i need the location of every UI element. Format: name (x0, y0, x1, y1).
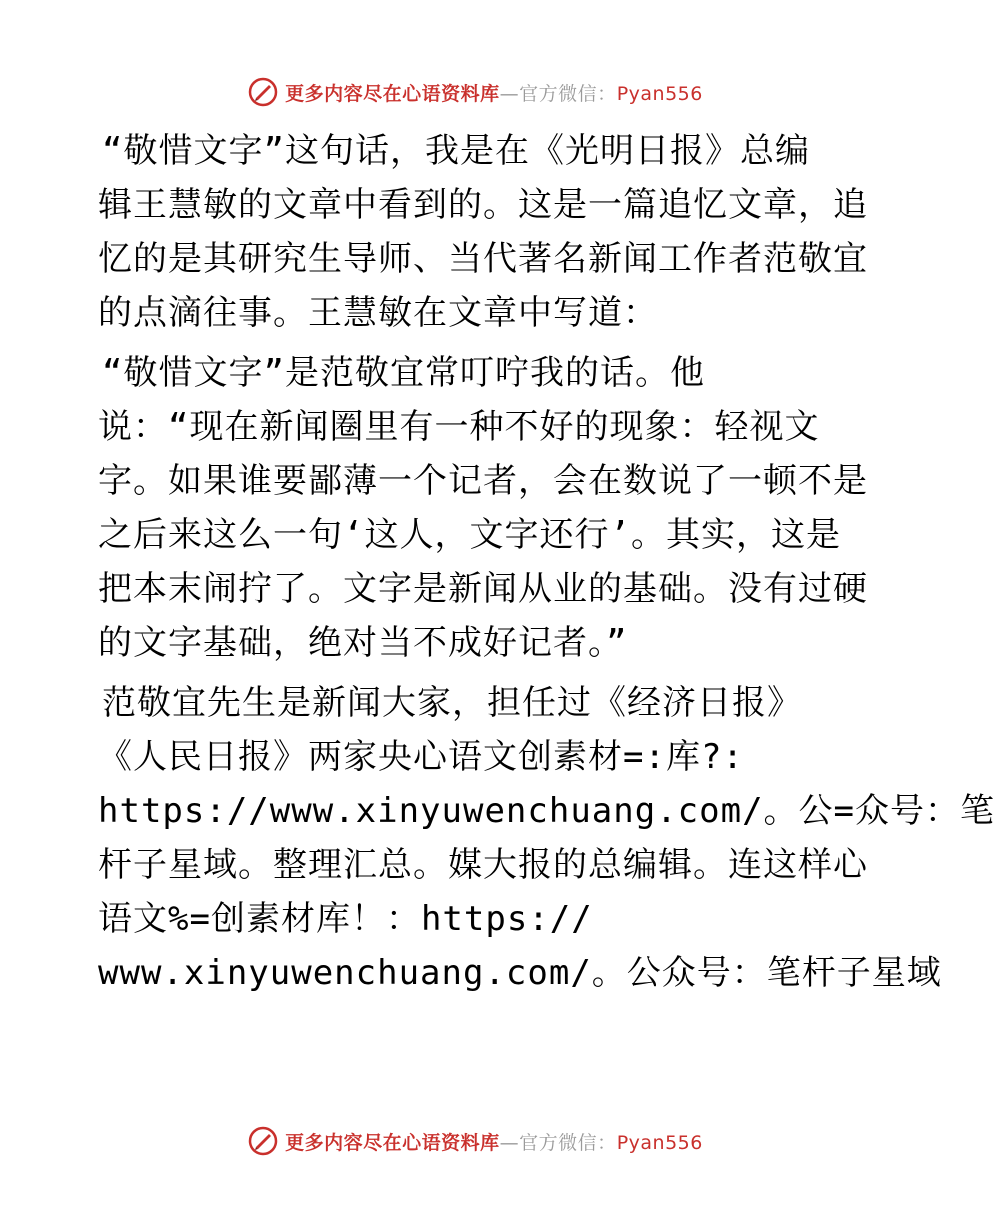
text-line: “敬惜文字”这句话，我是在《光明日报》总编 (102, 131, 810, 171)
text-line: 的文字基础，绝对当不成好记者。” (98, 623, 628, 663)
text-line: 辑王慧敏的文章中看到的。这是一篇追忆文章，追 (98, 185, 868, 225)
text-line: www.xinyuwenchuang.com/。公众号：笔杆子星域 (98, 953, 942, 993)
text-line: https://www.xinyuwenchuang.com/。公=众号：笔 (98, 791, 995, 831)
header-banner-text (285, 79, 703, 106)
text-line: 字。如果谁要鄙薄一个记者，会在数说了一顿不是 (98, 461, 868, 501)
paragraph (98, 346, 868, 670)
text-line: 之后来这么一句‘这人，文字还行’。其实，这是 (98, 515, 841, 555)
footer-wechat-id: Pyan556 (616, 1131, 703, 1154)
footer-brand: 更多内容尽在心语资料库 (285, 1131, 500, 1154)
header-wechat-id: Pyan556 (616, 82, 703, 105)
paragraph (98, 676, 995, 1000)
text-line: 杆子星域。整理汇总。媒大报的总编辑。连这样心 (98, 845, 868, 885)
header-wechat-label: —官方微信： (499, 82, 617, 105)
footer-wechat-label: —官方微信： (499, 1131, 617, 1154)
text-line: 忆的是其研究生导师、当代著名新闻工作者范敬宜 (98, 239, 868, 279)
text-line: 把本末闹拧了。文字是新闻从业的基础。没有过硬 (98, 569, 868, 609)
quill-logo-icon (247, 1125, 279, 1157)
header-brand: 更多内容尽在心语资料库 (285, 82, 500, 105)
text-line: “敬惜文字”是范敬宜常叮咛我的话。他 (102, 353, 705, 393)
quill-logo-icon (247, 76, 279, 108)
text-line: 《人民日报》两家央心语文创素材=:库?: (98, 737, 744, 777)
footer-banner-text (285, 1128, 703, 1155)
text-line: 说：“现在新闻圈里有一种不好的现象：轻视文 (98, 407, 820, 447)
article-body (98, 124, 995, 1000)
text-line: 语文%=创素材库！：https:// (98, 899, 593, 939)
text-line: 范敬宜先生是新闻大家，担任过《经济日报》 (102, 683, 802, 723)
text-line: 的点滴往事。王慧敏在文章中写道： (98, 293, 658, 333)
paragraph (98, 124, 868, 340)
footer-banner (0, 1121, 950, 1161)
header-banner (0, 72, 950, 112)
